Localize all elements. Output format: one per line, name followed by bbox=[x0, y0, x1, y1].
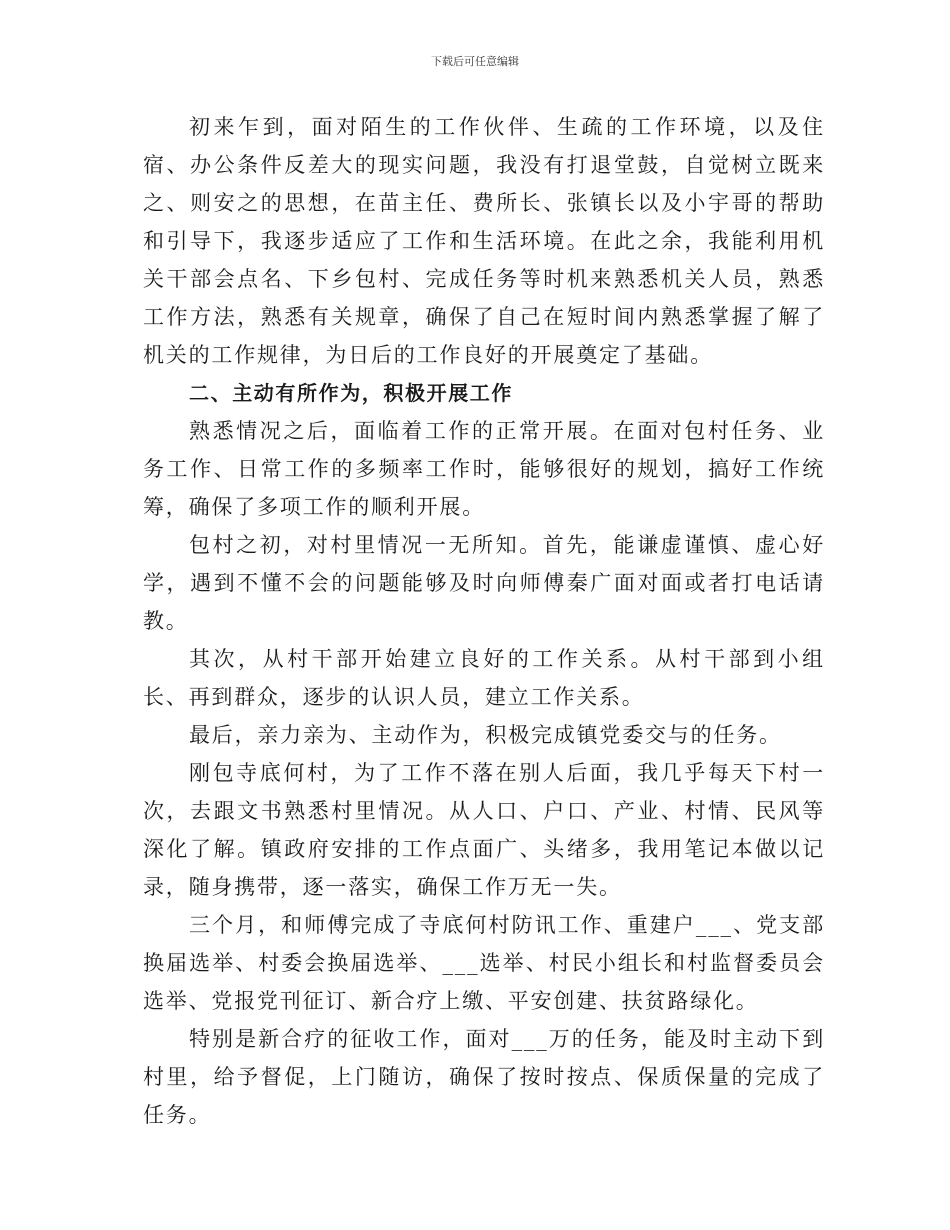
paragraph-medical-insurance: 特别是新合疗的征收工作，面对___万的任务，能及时主动下到村里，给予督促，上门随访，确保了按时按点、保质保量的完成了任务。 bbox=[143, 1027, 825, 1127]
document-body bbox=[143, 108, 825, 1134]
paragraph-daily-visits: 刚包寺底何村，为了工作不落在别人后面，我几乎每天下村一次，去跟文书熟悉村里情况。从人口、户口、产业、村情、民风等深化了解。镇政府安排的工作点面广、头绪多，我用笔记本做以记录，随身携带，逐一落实，确保工作万无一失。 bbox=[143, 761, 825, 899]
paragraph-village-beginning: 包村之初，对村里情况一无所知。首先，能谦虚谨慎、虚心好学，遇到不懂不会的问题能够及时向师傅秦广面对面或者打电话请教。 bbox=[143, 533, 825, 633]
paragraph-three-months: 三个月，和师傅完成了寺底何村防讯工作、重建户___、党支部换届选举、村委会换届选举、___选举、村民小组长和村监督委员会选举、党报党刊征订、新合疗上缴、平安创建、扶贫路绿化。 bbox=[143, 913, 825, 1013]
section-heading-2: 二、主动有所作为，积极开展工作 bbox=[189, 381, 513, 405]
paragraph-finally: 最后，亲力亲为、主动作为，积极完成镇党委交与的任务。 bbox=[189, 723, 782, 747]
paragraph-work-start: 熟悉情况之后，面临着工作的正常开展。在面对包村任务、业务工作、日常工作的多频率工作时，能够很好的规划，搞好工作统筹，确保了多项工作的顺利开展。 bbox=[143, 419, 825, 519]
page-header-note: 下载后可任意编辑 bbox=[431, 55, 519, 68]
paragraph-adaptation: 初来乍到，面对陌生的工作伙伴、生疏的工作环境，以及住宿、办公条件反差大的现实问题，我没有打退堂鼓，自觉树立既来之、则安之的思想，在苗主任、费所长、张镇长以及小宇哥的帮助和引导下，我逐步适应了工作和生活环境。在此之余，我能利用机关干部会点名、下乡包村、完成任务等时机来熟悉机关人员，熟悉工作方法，熟悉有关规章，确保了自己在短时间内熟悉掌握了解了机关的工作规律，为日后的工作良好的开展奠定了基础。 bbox=[143, 115, 825, 367]
paragraph-relationships: 其次，从村干部开始建立良好的工作关系。从村干部到小组长、再到群众，逐步的认识人员，建立工作关系。 bbox=[143, 647, 825, 709]
